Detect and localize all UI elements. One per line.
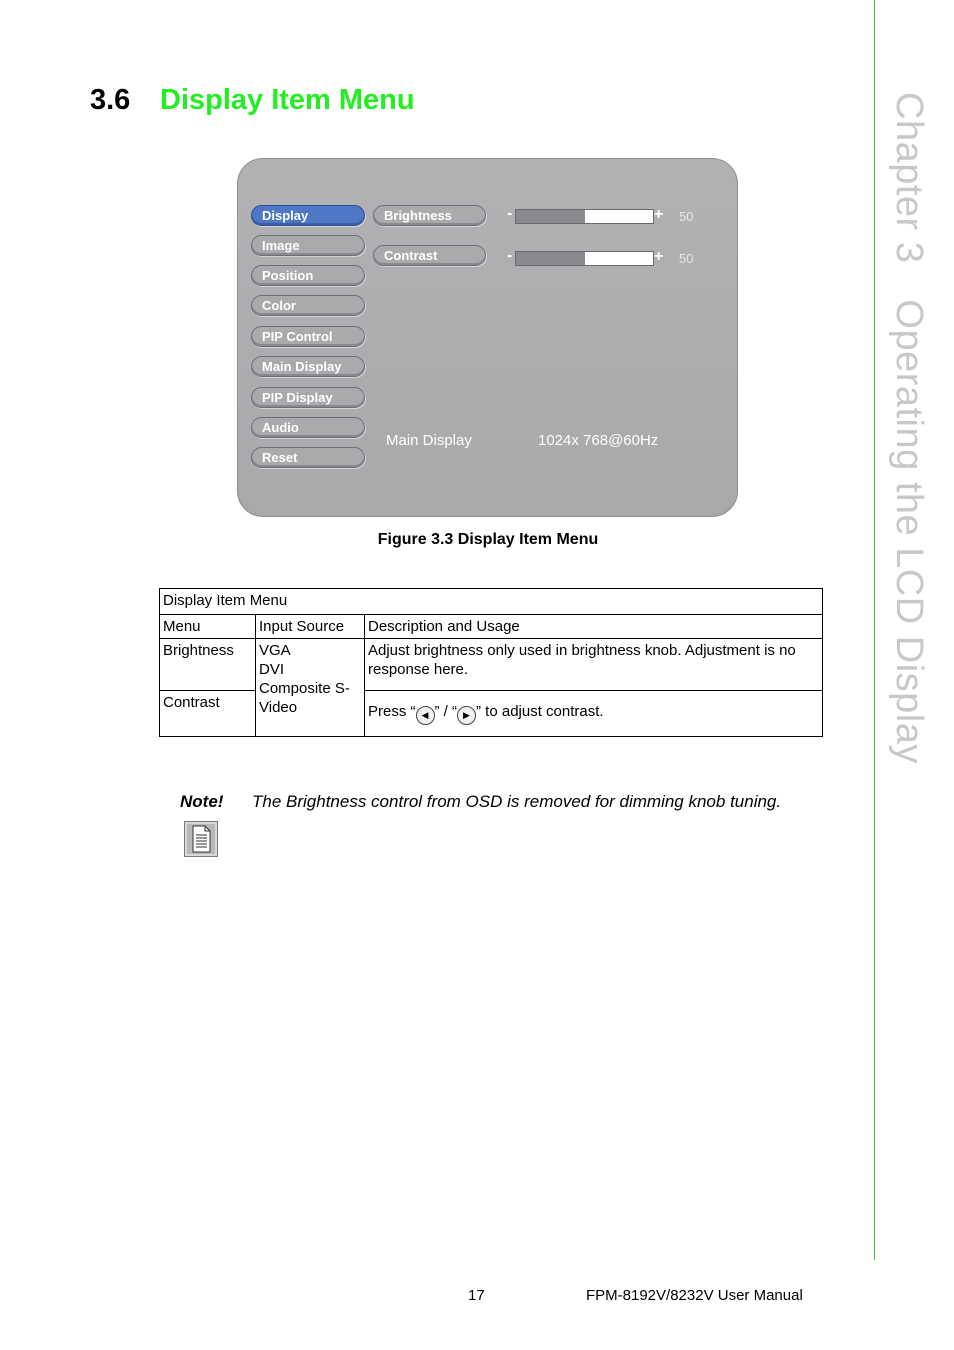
brightness-slider-fill [516, 210, 585, 223]
osd-menu-item-pip-display[interactable]: PIP Display [251, 387, 365, 408]
display-item-menu-table [159, 588, 823, 737]
input-source-composite-s-video: Composite S-Video [259, 680, 350, 716]
table-title: Display Item Menu [160, 589, 823, 615]
table-header-description: Description and Usage [365, 615, 823, 639]
right-arrow-icon: ▶ [457, 706, 476, 725]
table-cell-contrast-description [365, 691, 823, 737]
table-cell-input-source [256, 639, 365, 737]
section-number: 3.6 [90, 84, 131, 116]
osd-status-resolution: 1024x 768@60Hz [538, 432, 659, 449]
table-cell-brightness-description: Adjust brightness only used in brightness knob. Adjustment is no response here. [365, 639, 823, 691]
chapter-label: Chapter 3 [888, 92, 930, 264]
contrast-minus-icon[interactable]: - [507, 247, 513, 264]
contrast-slider-fill [516, 252, 585, 265]
brightness-value: 50 [679, 209, 694, 224]
figure-caption: Figure 3.3 Display Item Menu [377, 531, 599, 548]
osd-menu-item-color[interactable]: Color [251, 295, 365, 316]
input-source-vga: VGA [259, 642, 291, 659]
page-number: 17 [468, 1287, 485, 1304]
table-header-input-source: Input Source [256, 615, 365, 639]
contrast-desc-prefix: Press “ [368, 703, 416, 720]
contrast-desc-suffix: ” to adjust contrast. [476, 703, 604, 720]
contrast-value: 50 [679, 251, 694, 266]
osd-menu-item-image[interactable]: Image [251, 235, 365, 256]
contrast-plus-icon[interactable]: + [654, 248, 664, 265]
chapter-divider-line [874, 0, 875, 1260]
contrast-slider[interactable] [515, 251, 654, 266]
contrast-desc-separator: ” / “ [434, 703, 458, 720]
note-icon [184, 821, 218, 857]
section-title: Display Item Menu [160, 84, 415, 116]
osd-brightness-button[interactable]: Brightness [373, 205, 486, 226]
brightness-minus-icon[interactable]: - [507, 205, 513, 222]
osd-menu-item-audio[interactable]: Audio [251, 417, 365, 438]
osd-status-label: Main Display [386, 432, 472, 449]
manual-title: FPM-8192V/8232V User Manual [586, 1287, 803, 1304]
osd-menu-item-main-display[interactable]: Main Display [251, 356, 365, 377]
osd-menu-item-pip-control[interactable]: PIP Control [251, 326, 365, 347]
osd-menu-item-reset[interactable]: Reset [251, 447, 365, 468]
osd-menu-item-position[interactable]: Position [251, 265, 365, 286]
table-cell-menu-contrast: Contrast [160, 691, 256, 737]
brightness-plus-icon[interactable]: + [654, 206, 664, 223]
table-header-menu: Menu [160, 615, 256, 639]
table-cell-menu-brightness: Brightness [160, 639, 256, 691]
brightness-slider[interactable] [515, 209, 654, 224]
note-label: Note! [180, 792, 224, 811]
osd-contrast-button[interactable]: Contrast [373, 245, 486, 266]
osd-menu-item-display[interactable]: Display [251, 205, 365, 226]
note-text: The Brightness control from OSD is removed for dimming knob tuning. [252, 792, 782, 811]
chapter-side-tab [887, 92, 930, 764]
chapter-title: Operating the LCD Display [888, 299, 930, 764]
input-source-dvi: DVI [259, 661, 285, 678]
left-arrow-icon: ◀ [416, 706, 435, 725]
osd-menu-panel [237, 158, 738, 517]
